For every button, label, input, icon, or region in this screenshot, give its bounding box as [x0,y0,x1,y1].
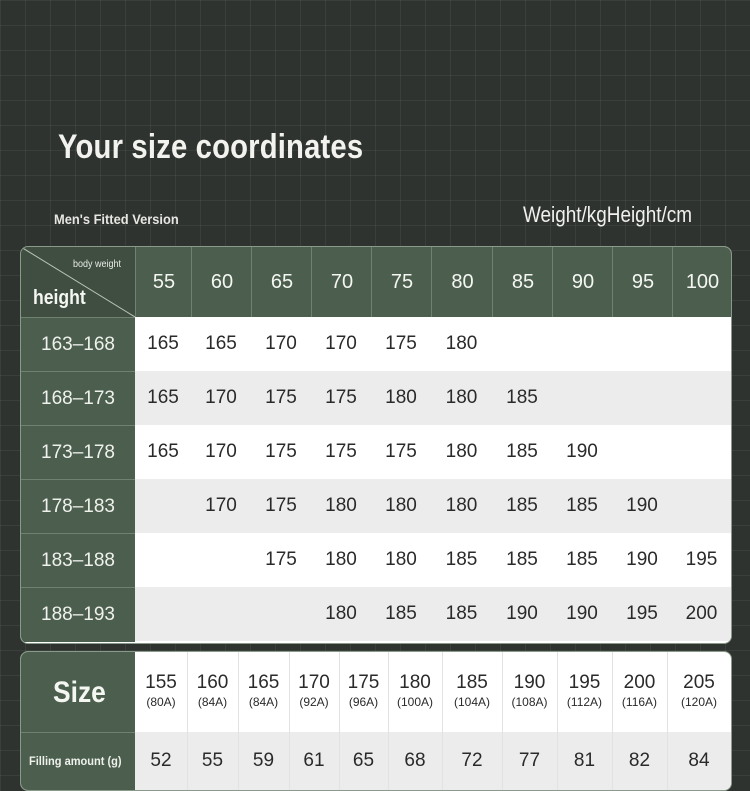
column-divider [187,652,188,790]
size-value-cell: 175 [265,387,297,408]
filling-amount-cell: 77 [502,732,557,790]
size-cell [502,652,557,732]
size-value-cell [612,425,672,479]
size-cell [557,652,612,732]
size-value-cell [672,317,731,371]
page-title: Your size coordinates [58,128,364,166]
column-divider [612,652,613,790]
column-divider [289,652,290,790]
weight-header-cell: 100 [672,247,732,317]
corner-weight-label: body weight [73,259,122,270]
size-code: (116A) [621,695,658,709]
version-subtitle: Men's Fitted Version [54,211,179,227]
size-value-cell [191,533,251,587]
weight-header-cell: 55 [135,247,192,317]
column-divider [502,652,503,790]
size-value-cell: 190 [626,495,658,516]
size-code: (100A) [396,695,434,709]
size-value-cell: 190 [566,441,598,462]
size-number: 175 [347,672,380,693]
height-range-cell: 163–168 [21,317,135,372]
size-value-cell [552,371,612,425]
size-value-cell: 170 [325,333,357,354]
weight-header-cell: 95 [612,247,673,317]
size-value-cell: 185 [506,495,538,516]
size-value-cell [191,587,251,641]
corner-height-label: height [33,287,86,309]
size-value-cell: 190 [566,603,598,624]
size-number: 185 [456,672,488,693]
weight-header-cell: 60 [191,247,252,317]
size-value-cell: 180 [445,387,478,408]
weight-header-row [21,247,731,317]
size-cell [388,652,442,732]
size-number: 170 [298,672,330,693]
size-number: 205 [683,672,715,693]
size-value-cell: 170 [265,333,297,354]
size-value-cell: 200 [685,603,718,624]
size-value-cell: 185 [566,495,598,516]
size-cell [187,652,238,732]
column-divider [557,652,558,790]
size-number: 180 [399,672,431,693]
size-code: (104A) [453,695,491,709]
weight-header-cell: 80 [431,247,493,317]
filling-header-cell [21,732,135,791]
size-value-cell: 165 [147,441,179,462]
size-header-cell [21,652,135,732]
size-value-cell [672,425,731,479]
size-value-cell: 170 [205,495,237,516]
size-value-cell: 175 [265,549,297,570]
size-value-cell [672,371,731,425]
size-number: 155 [145,672,177,693]
size-value-cell: 195 [685,549,718,570]
size-value-cell: 180 [385,495,417,516]
weight-header-cell: 90 [552,247,613,317]
column-divider [238,652,239,790]
size-cell [289,652,339,732]
size-value-cell: 190 [506,603,538,624]
size-value-cell: 180 [325,549,357,570]
size-cell [238,652,289,732]
size-code: (80A) [146,695,176,709]
size-value-cell: 180 [445,495,478,516]
size-value-cell: 170 [205,387,237,408]
size-value-cell: 180 [325,495,357,516]
size-value-cell: 185 [566,549,598,570]
size-value-cell: 180 [445,441,478,462]
size-cell [612,652,667,732]
weight-header-cell: 85 [492,247,553,317]
height-range-cell: 183–188 [21,533,135,588]
size-number: 160 [196,672,229,693]
height-range-cell: 188–193 [21,587,135,642]
filling-amount-cell: 81 [557,732,612,790]
units-label: Weight/kgHeight/cm [523,202,692,227]
size-value-cell: 175 [385,333,417,354]
size-cell [135,652,187,732]
size-value-cell: 165 [147,333,179,354]
size-value-cell: 185 [506,549,538,570]
height-range-cell: 168–173 [21,371,135,426]
filling-label: Filling amount (g) [29,754,122,768]
filling-amount-cell: 59 [238,732,289,790]
size-filling-table [20,651,732,791]
size-code: (120A) [680,695,718,709]
size-code: (112A) [566,695,603,709]
size-value-cell: 170 [205,441,237,462]
size-value-cell: 180 [445,333,478,354]
filling-amount-cell: 84 [667,732,731,790]
height-range-cell: 173–178 [21,425,135,480]
height-range-cell: 178–183 [21,479,135,534]
size-value-cell: 195 [626,603,658,624]
size-cell [339,652,388,732]
size-number: 195 [568,672,601,693]
size-cell [667,652,731,732]
column-divider [442,652,443,790]
size-value-cell [135,587,191,641]
size-value-cell [612,371,672,425]
filling-amount-cell: 82 [612,732,667,790]
size-chart-table [20,246,732,644]
weight-header-cell: 70 [311,247,372,317]
size-value-cell: 165 [205,333,237,354]
size-value-cell: 185 [506,441,538,462]
size-number: 165 [247,672,280,693]
size-value-cell: 175 [325,441,357,462]
size-value-cell: 175 [325,387,357,408]
size-code: (96A) [348,695,379,709]
weight-header-cell: 75 [371,247,432,317]
size-value-cell: 165 [147,387,179,408]
column-divider [388,652,389,790]
size-value-cell [135,479,191,533]
size-value-cell: 180 [325,603,357,624]
size-value-cell [135,533,191,587]
filling-amount-cell: 65 [339,732,388,790]
filling-amount-cell: 68 [388,732,442,790]
size-value-cell [251,587,311,641]
size-code: (84A) [248,695,279,709]
weight-header-cell: 65 [251,247,312,317]
size-value-cell: 175 [265,441,297,462]
size-value-cell: 185 [445,603,478,624]
size-code: (92A) [299,695,329,709]
column-divider [667,652,668,790]
size-number: 200 [623,672,656,693]
size-value-cell: 185 [506,387,538,408]
size-number: 190 [513,672,546,693]
size-value-cell: 185 [385,603,417,624]
size-value-cell: 180 [385,387,417,408]
size-value-cell: 175 [385,441,417,462]
size-value-cell: 185 [445,549,478,570]
size-value-cell [552,317,612,371]
size-value-cell [612,317,672,371]
size-value-cell: 190 [626,549,658,570]
size-value-cell [672,479,731,533]
filling-amount-cell: 55 [187,732,238,790]
filling-amount-cell: 72 [442,732,502,790]
filling-amount-cell: 61 [289,732,339,790]
size-cell [442,652,502,732]
size-code: (84A) [197,695,228,709]
size-label: Size [53,676,106,709]
filling-amount-cell: 52 [135,732,187,790]
column-divider [339,652,340,790]
size-value-cell: 175 [265,495,297,516]
size-code: (108A) [511,695,548,709]
corner-cell [21,247,136,317]
size-value-cell: 180 [385,549,417,570]
size-value-cell [492,317,552,371]
